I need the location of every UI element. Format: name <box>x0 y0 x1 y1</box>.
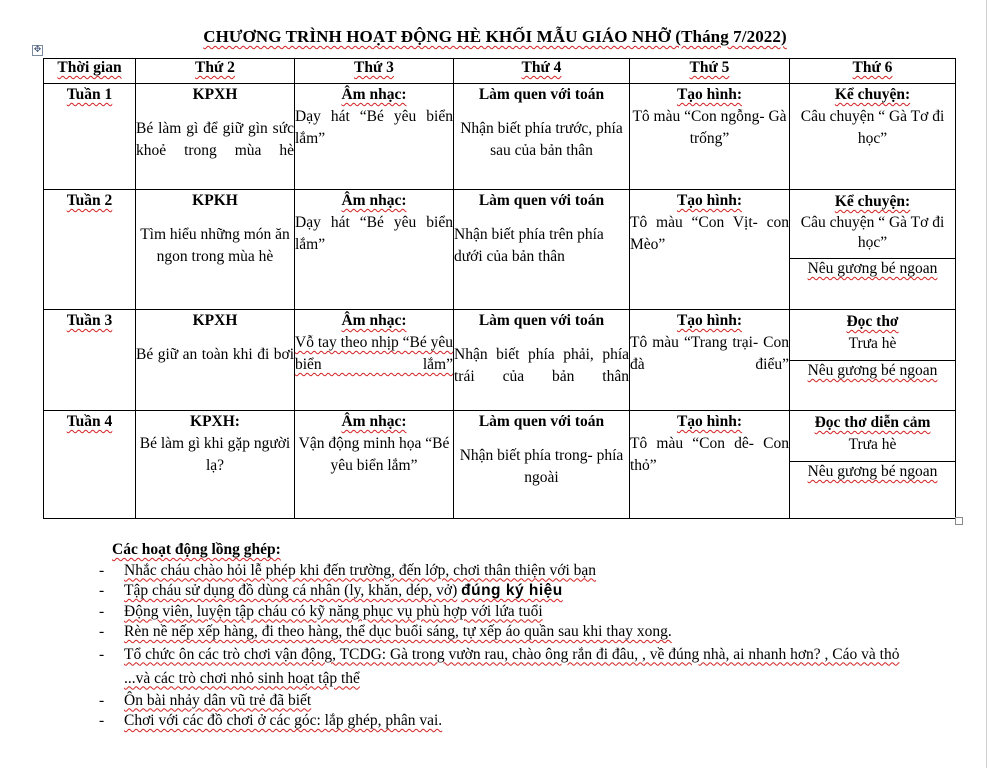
table-resize-handle[interactable] <box>955 517 963 525</box>
subject-heading: Đọc thơ diễn cảm <box>814 414 931 431</box>
list-item: - Động viên, luyện tập cháu có kỹ năng phục vụ phù hợp với lứa tuổi <box>99 602 543 620</box>
header-thu-2: Thứ 2 <box>136 59 295 84</box>
activity-text: Nhận biết phía trên phía dưới của bản thân <box>454 226 604 265</box>
cell-thu5 <box>630 84 790 190</box>
list-item: - Nhắc cháu chào hỏi lễ phép khi đến trường, đến lớp, chơi thân thiện với bạn <box>99 561 597 579</box>
cell-thu3 <box>295 411 454 519</box>
cell-thu3 <box>295 310 454 411</box>
praise-note: Nêu gương bé ngoan <box>790 360 955 381</box>
schedule-table <box>43 58 956 519</box>
notes-list <box>99 561 919 732</box>
notes-heading: Các hoạt động lồng ghép: <box>112 541 281 558</box>
activity-text: Bé làm gì khi gặp người lạ? <box>139 435 291 474</box>
activity-text: Nhận biết phía trước, phía sau của bản thân <box>460 120 623 159</box>
activity-text: Bé làm gì để giữ gìn sức khoẻ trong mùa hè <box>136 120 294 159</box>
subject-heading: Tạo hình: <box>676 86 743 103</box>
activity-text: Nhận biết phía trong- phía ngoài <box>459 447 624 486</box>
integrated-activities <box>99 540 919 732</box>
subject-heading: Làm quen với toán <box>478 86 605 103</box>
activity-text: Trưa hè <box>848 335 897 352</box>
cell-thu4 <box>454 310 630 411</box>
subject-heading: Làm quen với toán <box>478 192 605 209</box>
activity-text: Vận động minh họa “Bé yêu biển lắm” <box>298 435 450 474</box>
cell-thu4 <box>454 411 630 519</box>
cell-thu5 <box>630 190 790 310</box>
activity-text: Tô màu “Con dê- Con thỏ” <box>630 435 789 474</box>
activity-text: Dạy hát “Bé yêu biển lắm” <box>295 108 453 147</box>
subject-heading: Làm quen với toán <box>478 312 605 329</box>
subject-heading: KPKH <box>192 192 238 209</box>
praise-note: Nêu gương bé ngoan <box>790 258 955 279</box>
cell-thu4 <box>454 190 630 310</box>
table-row <box>44 310 956 411</box>
week-label: Tuần 3 <box>44 310 136 411</box>
cell-thu6 <box>790 411 956 519</box>
cell-thu2 <box>136 411 295 519</box>
page-edge <box>986 0 987 768</box>
header-thu-3: Thứ 3 <box>295 59 454 84</box>
header-thu-5: Thứ 5 <box>630 59 790 84</box>
cell-thu2 <box>136 190 295 310</box>
activity-text: Bé giữ an toàn khi đi bơi <box>136 346 294 363</box>
activity-text: Tô màu “Con ngỗng- Gà trống” <box>632 108 787 147</box>
subject-heading: Tạo hình: <box>676 413 743 430</box>
cell-thu4 <box>454 84 630 190</box>
bold-suffix: đúng ký hiệu <box>461 582 563 599</box>
activity-text: Vỗ tay theo nhịp “Bé yêu biển lắm” <box>295 334 453 373</box>
page-title: CHƯƠNG TRÌNH HOẠT ĐỘNG HÈ KHỐI MẪU GIÁO NHỠ (Tháng 7/2022) <box>203 27 787 46</box>
list-item: - Tập cháu sử dụng đồ dùng cá nhân (ly, khăn, dép, vở) đúng ký hiệu <box>99 582 563 599</box>
header-thu-4: Thứ 4 <box>454 59 630 84</box>
subject-heading: Âm nhạc: <box>341 312 407 329</box>
subject-heading: Tạo hình: <box>676 192 743 209</box>
list-item: - Rèn nề nếp xếp hàng, đi theo hàng, thể dục buổi sáng, tự xếp áo quần sau khi thay xong. <box>99 623 672 640</box>
subject-heading: Kể chuyện: <box>834 86 911 103</box>
header-thoi-gian: Thời gian <box>44 59 136 84</box>
activity-text: Câu chuyện “ Gà Tơ đi học” <box>800 108 945 147</box>
activity-text: Nhận biết phía phải, phía trái của bản thân <box>454 346 629 385</box>
table-row <box>44 84 956 190</box>
subject-heading: Đọc thơ <box>846 313 899 330</box>
subject-heading: Âm nhạc: <box>341 413 407 430</box>
cell-thu5 <box>630 411 790 519</box>
praise-note: Nêu gương bé ngoan <box>790 461 955 482</box>
list-item: - Chơi với các đồ chơi ở các góc: lắp ghép, phân vai. <box>99 712 443 729</box>
cell-thu2 <box>136 84 295 190</box>
subject-heading: Âm nhạc: <box>341 86 407 103</box>
activity-text: Tô màu “Trang trại- Con đà điểu” <box>630 334 789 373</box>
subject-heading: Tạo hình: <box>676 312 743 329</box>
activity-text: Dạy hát “Bé yêu biển lắm” <box>295 214 453 253</box>
activity-text: Câu chuyện “ Gà Tơ đi học” <box>800 214 945 251</box>
activity-text: Tô màu “Con Vịt- con Mèo” <box>630 214 789 253</box>
table-row <box>44 411 956 519</box>
header-thu-6: Thứ 6 <box>790 59 956 84</box>
week-label: Tuần 4 <box>44 411 136 519</box>
week-label: Tuần 1 <box>44 84 136 190</box>
subject-heading: KPXH <box>192 86 238 103</box>
cell-thu3 <box>295 190 454 310</box>
subject-heading: Làm quen với toán <box>478 413 605 430</box>
cell-thu6 <box>790 310 956 411</box>
subject-heading: Âm nhạc: <box>341 192 407 209</box>
cell-thu3 <box>295 84 454 190</box>
subject-heading: KPXH: <box>190 413 240 430</box>
list-item: - Ôn bài nhảy dân vũ trẻ đã biết <box>99 691 312 709</box>
subject-heading: Kể chuyện: <box>834 193 911 210</box>
week-label: Tuần 2 <box>44 190 136 310</box>
activity-text: Trưa hè <box>848 436 897 453</box>
table-move-handle-icon[interactable]: ✥ <box>33 45 42 55</box>
table-header-row <box>44 59 956 84</box>
cell-thu6 <box>790 84 956 190</box>
cell-thu2 <box>136 310 295 411</box>
cell-thu6 <box>790 190 956 310</box>
subject-heading: KPXH <box>192 312 238 329</box>
table-row <box>44 190 956 310</box>
cell-thu5 <box>630 310 790 411</box>
list-item: - Tổ chức ôn các trò chơi vận động, TCDG: Gà trong vườn rau, chào ông rắn đi đâu, , về đúng nhà, ai nhanh hơn? , Cáo và thỏ ...và các trò chơi nhỏ sinh hoạt tập thể <box>99 645 900 687</box>
activity-text: Tìm hiểu những món ăn ngon trong mùa hè <box>140 226 290 265</box>
